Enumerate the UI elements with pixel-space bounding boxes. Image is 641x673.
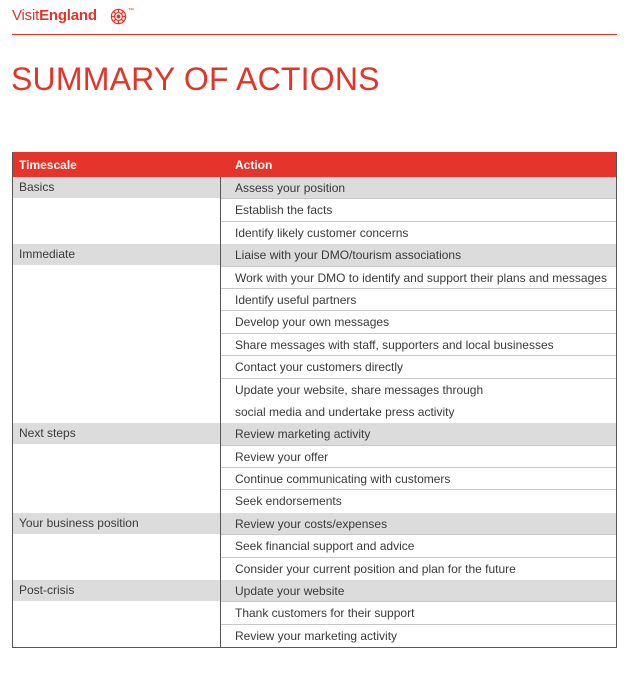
timescale-label: Next steps	[13, 423, 220, 444]
action-item: Continue communicating with customers	[221, 468, 616, 490]
column-header-timescale: Timescale	[19, 157, 77, 172]
table-header	[13, 152, 616, 177]
action-item: Seek financial support and advice	[221, 535, 616, 557]
action-cell	[221, 244, 616, 423]
timescale-group	[13, 423, 616, 513]
logo-text-visit: Visit	[12, 7, 40, 24]
timescale-group	[13, 244, 616, 423]
action-item: Review your costs/expenses	[221, 513, 616, 535]
action-item: social media and undertake press activity	[235, 404, 455, 419]
action-item: Review your marketing activity	[235, 628, 398, 643]
action-cell	[221, 423, 616, 513]
timescale-label: Post-crisis	[13, 580, 220, 601]
page-title: SUMMARY OF ACTIONS	[11, 61, 380, 97]
timescale-group	[13, 513, 616, 580]
action-item: Review your offer	[221, 446, 616, 468]
summary-table	[12, 152, 617, 648]
action-item: Assess your position	[221, 177, 616, 199]
visitengland-logo	[12, 7, 97, 24]
action-cell	[221, 177, 616, 244]
logo-text-england: England	[39, 7, 97, 24]
action-cell	[221, 580, 616, 647]
action-item: Thank customers for their support	[221, 602, 616, 624]
timescale-cell	[13, 513, 221, 580]
action-item: Consider your current position and plan for the future	[235, 561, 516, 576]
action-item: Identify useful partners	[221, 289, 616, 311]
action-item: Seek endorsements	[235, 494, 342, 509]
table-body	[13, 177, 616, 647]
timescale-cell	[13, 244, 221, 423]
action-item: Update your website	[221, 580, 616, 602]
column-header-action: Action	[235, 157, 273, 172]
header-divider	[12, 34, 617, 35]
action-item: Work with your DMO to identify and support their plans and messages	[221, 267, 616, 289]
action-item: Update your website, share messages through	[235, 382, 484, 397]
action-cell	[221, 513, 616, 580]
action-item: Contact your customers directly	[221, 356, 616, 378]
timescale-group	[13, 580, 616, 647]
action-item: Review marketing activity	[221, 423, 616, 445]
tudor-rose-icon	[110, 8, 127, 25]
timescale-label: Basics	[13, 177, 220, 198]
timescale-label: Your business position	[13, 513, 220, 534]
action-item: Develop your own messages	[221, 311, 616, 333]
timescale-cell	[13, 580, 221, 647]
timescale-label: Immediate	[13, 244, 220, 265]
action-item: Establish the facts	[221, 199, 616, 221]
trademark-symbol: ™	[128, 8, 134, 14]
action-item: Liaise with your DMO/tourism associations	[221, 244, 616, 266]
timescale-cell	[13, 177, 221, 244]
timescale-group	[13, 177, 616, 244]
action-item: Share messages with staff, supporters and local businesses	[221, 334, 616, 356]
action-item: Identify likely customer concerns	[235, 225, 409, 240]
timescale-cell	[13, 423, 221, 513]
